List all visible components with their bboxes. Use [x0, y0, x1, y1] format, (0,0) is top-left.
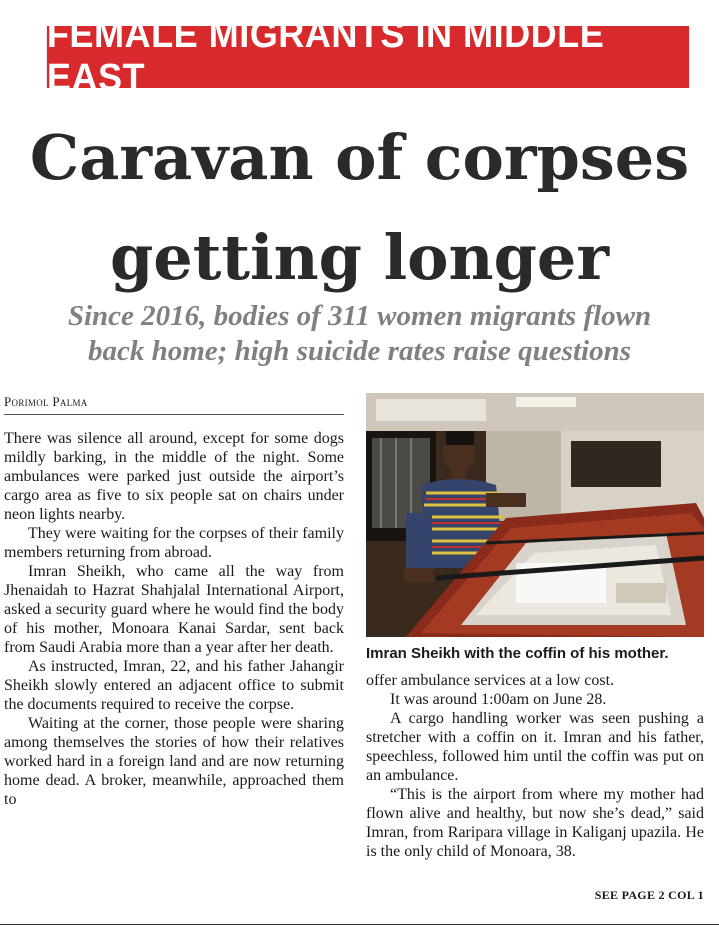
paragraph: offer ambulance services at a low cost. — [366, 672, 615, 689]
byline: Porimol Palma — [4, 394, 88, 409]
paragraph: Waiting at the corner, those people were sharing among themselves the stories of how their relatives worked hard in a foreign land and are now returning home dead. A broker, meanwhile, approached them to — [4, 715, 344, 808]
article-column-1 — [4, 429, 344, 809]
byline-divider — [4, 414, 344, 415]
subhead-line-2: back home; high suicide rates raise questions — [88, 335, 631, 367]
paragraph: Imran Sheikh, who came all the way from Jhenaidah to Hazrat Shahjalal International Airport, asked a security guard where he would find the body of his mother, Monoara Kanai Sardar, sent back from Saudi Arabia more than a year after her death. — [4, 563, 344, 656]
section-banner: FEMALE MIGRANTS IN MIDDLE EAST — [47, 26, 689, 88]
paragraph: There was silence all around, except for some dogs mildly barking, in the middle of the night. Some ambulances were parked just outside the airport’s cargo area as five to six people sat on chairs under neon lights nearby. — [4, 430, 344, 523]
continuation-link[interactable]: SEE PAGE 2 COL 1 — [594, 888, 704, 902]
paragraph: They were waiting for the corpses of their family members returning from abroad. — [4, 525, 344, 561]
photo-caption: Imran Sheikh with the coffin of his mother. — [366, 645, 669, 662]
headline — [0, 108, 719, 308]
photo-illustration — [366, 393, 704, 637]
headline-line-1: Caravan of corpses — [29, 121, 690, 194]
bottom-divider — [0, 924, 719, 925]
subheadline — [0, 299, 719, 369]
paragraph: As instructed, Imran, 22, and his father Jahangir Sheikh slowly entered an adjacent office to submit the documents required to receive the corpse. — [4, 658, 344, 713]
article-column-2 — [366, 671, 704, 861]
headline-line-2: getting longer — [109, 221, 610, 294]
news-photo — [366, 393, 704, 637]
paragraph: A cargo handling worker was seen pushing a stretcher with a coffin on it. Imran and his father, speechless, followed him until the coffin was put on an ambulance. — [366, 710, 704, 784]
subhead-line-1: Since 2016, bodies of 311 women migrants flown — [67, 300, 652, 332]
paragraph: It was around 1:00am on June 28. — [390, 691, 607, 708]
paragraph: “This is the airport from where my mother had flown alive and healthy, but now she’s dead,” said Imran, from Raripara village in Kaliganj upazila. He is the only child of Monoara, 38. — [366, 786, 704, 860]
